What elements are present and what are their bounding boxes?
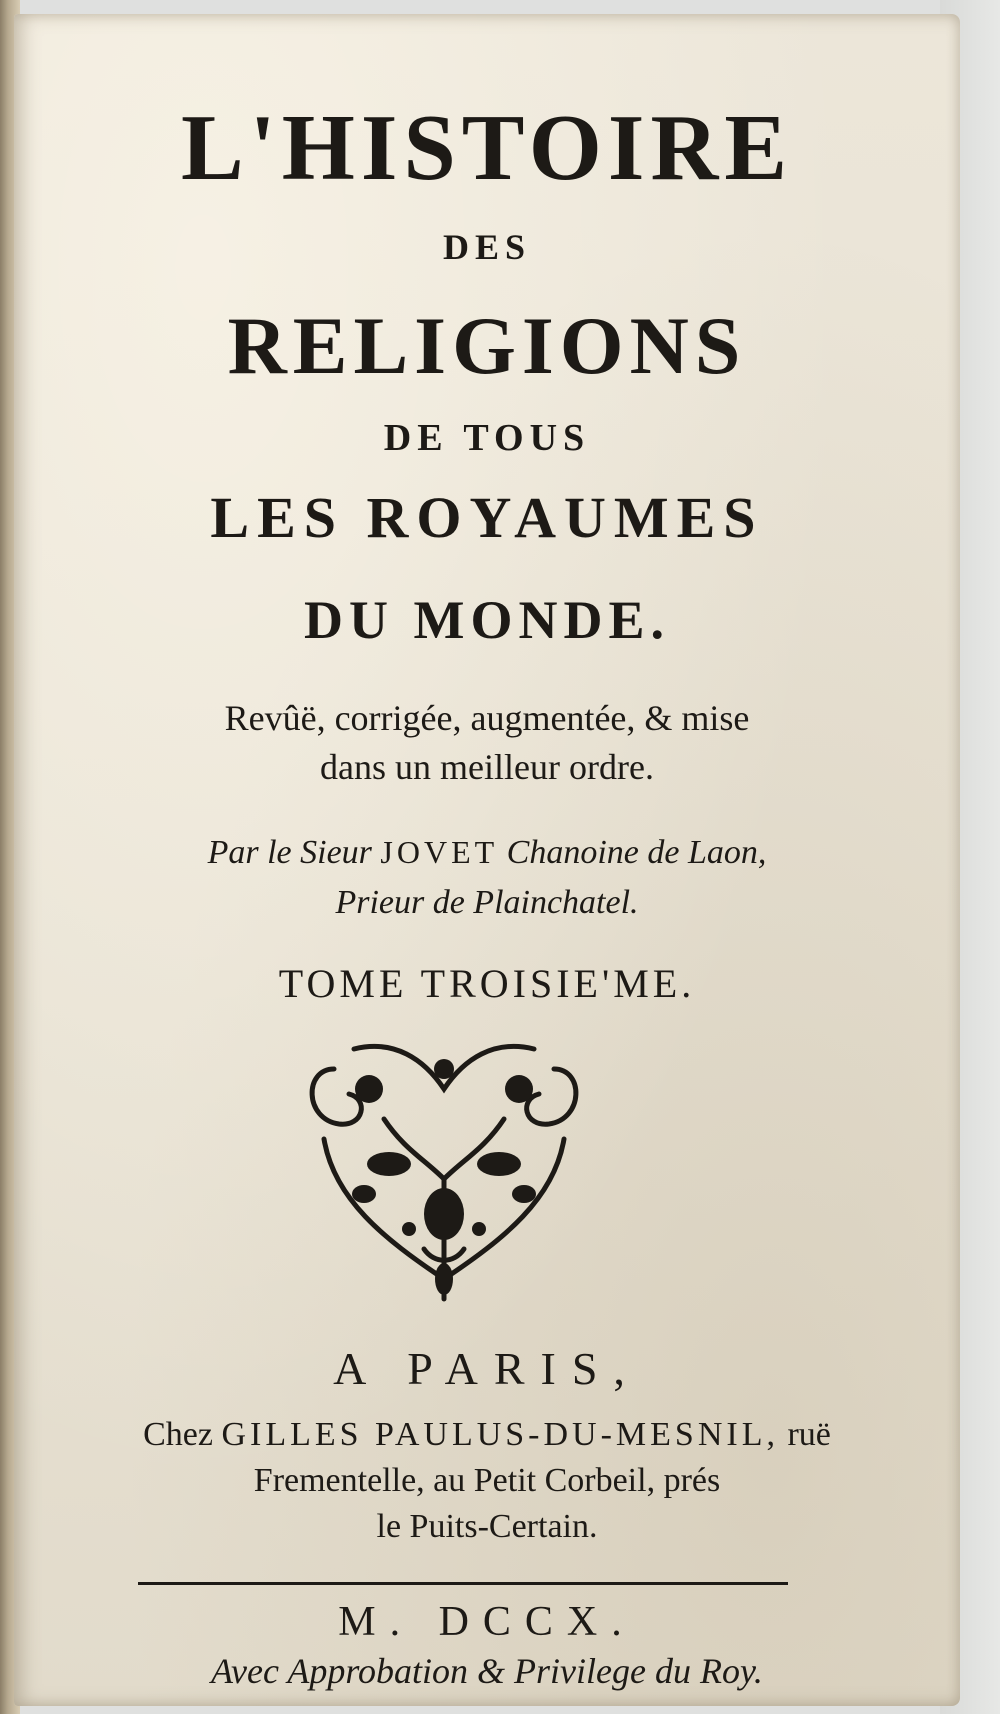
imprint-publisher (14, 1416, 960, 1454)
author-suffix: Chanoine de Laon, (506, 834, 767, 871)
divider-rule (138, 1582, 788, 1585)
privilege-line: Avec Approbation & Privilege du Roy. (211, 1651, 763, 1691)
title-line-6: DU MONDE. (304, 590, 670, 650)
title-line-1: L'HISTOIRE (180, 96, 794, 200)
author-prefix: Par le Sieur (207, 834, 372, 871)
subtitle-line-1: Revûë, corrigée, augmentée, & mise (224, 698, 750, 738)
imprint-address-1: Frementelle, au Petit Corbeil, prés (253, 1462, 721, 1499)
publisher-prefix: Chez (143, 1416, 213, 1453)
publisher-name: GILLES PAULUS-DU-MESNIL, (221, 1416, 779, 1453)
publisher-suffix: ruë (787, 1416, 831, 1453)
volume-label: TOME TROISIE'ME. (278, 961, 696, 1006)
imprint-year: M. DCCX. (338, 1599, 636, 1645)
title-line-4: DE TOUS (383, 417, 591, 459)
imprint-address-2: le Puits-Certain. (376, 1508, 598, 1545)
title-line-2: DES (442, 227, 532, 267)
title-page (14, 14, 960, 1706)
imprint-city: A PARIS, (333, 1343, 641, 1394)
title-line-3: RELIGIONS (227, 300, 747, 391)
author-line-2: Prieur de Plainchatel. (335, 884, 639, 921)
author-line-1 (14, 834, 960, 872)
title-line-5: LES ROYAUMES (210, 485, 764, 550)
printer-ornament-icon (294, 1029, 594, 1309)
subtitle-line-2: dans un meilleur ordre. (320, 747, 654, 787)
author-name: JOVET (380, 834, 499, 870)
